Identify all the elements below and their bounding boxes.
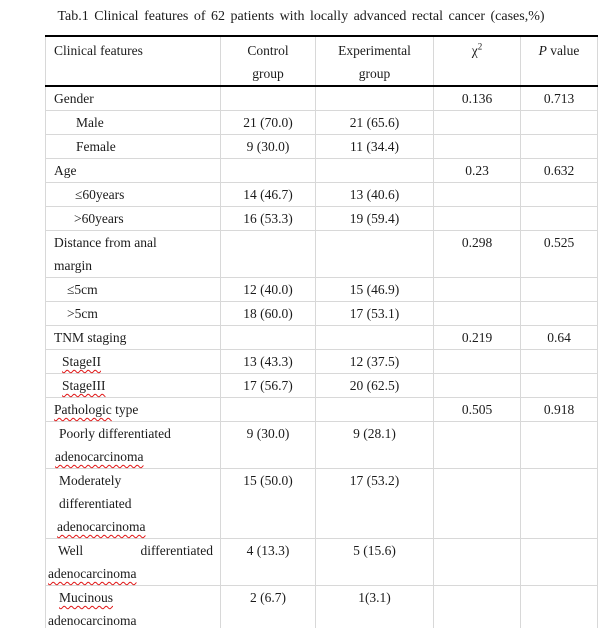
header-experimental-line2: group <box>358 66 391 81</box>
cell-control-group: 13 (43.3) <box>221 350 316 374</box>
row-label-text: Poorly differentiated <box>59 426 171 441</box>
table-row <box>46 374 598 398</box>
row-label-text: TNM staging <box>54 330 127 345</box>
cell-control-group: 14 (46.7) <box>221 183 316 207</box>
cell-chi-square <box>434 422 521 469</box>
cell-chi-square <box>434 135 521 159</box>
cell-chi-square <box>434 111 521 135</box>
table-row <box>46 231 598 278</box>
cell-chi-square <box>434 469 521 539</box>
table-row <box>46 422 598 469</box>
cell-control-group: 16 (53.3) <box>221 207 316 231</box>
row-label <box>46 539 221 586</box>
header-row <box>46 36 598 86</box>
row-label <box>46 350 221 374</box>
cell-experimental-group: 1(3.1) <box>316 586 434 628</box>
cell-experimental-group: 11 (34.4) <box>316 135 434 159</box>
cell-chi-square <box>434 539 521 586</box>
cell-p-value <box>521 586 598 628</box>
cell-experimental-group: 13 (40.6) <box>316 183 434 207</box>
cell-experimental-group: 19 (59.4) <box>316 207 434 231</box>
table-row <box>46 586 598 628</box>
cell-p-value <box>521 111 598 135</box>
row-label <box>46 135 221 159</box>
cell-control-group <box>221 86 316 111</box>
row-label-text: differentiated <box>59 496 132 511</box>
table-row <box>46 398 598 422</box>
cell-chi-square <box>434 350 521 374</box>
cell-experimental-group <box>316 231 434 278</box>
cell-p-value: 0.632 <box>521 159 598 183</box>
p-value-label: P value <box>538 43 580 58</box>
row-label <box>46 159 221 183</box>
cell-control-group: 15 (50.0) <box>221 469 316 539</box>
cell-control-group: 2 (6.7) <box>221 586 316 628</box>
cell-chi-square <box>434 302 521 326</box>
table-row <box>46 111 598 135</box>
cell-p-value: 0.918 <box>521 398 598 422</box>
cell-p-value <box>521 374 598 398</box>
cell-control-group: 4 (13.3) <box>221 539 316 586</box>
row-label <box>46 86 221 111</box>
row-label <box>46 278 221 302</box>
cell-p-value <box>521 183 598 207</box>
cell-p-value: 0.713 <box>521 86 598 111</box>
cell-p-value <box>521 302 598 326</box>
table-row <box>46 350 598 374</box>
cell-experimental-group <box>316 398 434 422</box>
row-label <box>46 398 221 422</box>
header-experimental-group <box>316 36 434 86</box>
cell-experimental-group: 15 (46.9) <box>316 278 434 302</box>
table-row <box>46 469 598 539</box>
cell-p-value <box>521 207 598 231</box>
cell-p-value <box>521 539 598 586</box>
header-chi-square <box>434 36 521 86</box>
row-label-text: StageIII <box>62 378 106 393</box>
cell-control-group <box>221 398 316 422</box>
cell-control-group: 9 (30.0) <box>221 422 316 469</box>
row-label-text: Gender <box>54 91 94 106</box>
row-label <box>46 302 221 326</box>
row-label-text: adenocarcinoma <box>57 519 146 534</box>
row-label <box>46 326 221 350</box>
row-label-text: Distance from anal <box>54 235 157 250</box>
cell-experimental-group <box>316 159 434 183</box>
row-label <box>46 469 221 539</box>
table-caption: Tab.1 Clinical features of 62 patients with locally advanced rectal cancer (cases,%) <box>57 9 545 24</box>
row-label-text: margin <box>54 258 92 273</box>
cell-chi-square: 0.505 <box>434 398 521 422</box>
row-label <box>46 207 221 231</box>
cell-p-value <box>521 422 598 469</box>
row-label-text: StageII <box>62 354 101 369</box>
cell-control-group: 21 (70.0) <box>221 111 316 135</box>
row-label-text: Moderately <box>59 473 122 488</box>
row-label-text: ≤60years <box>75 187 125 202</box>
header-p-value <box>521 36 598 86</box>
cell-p-value <box>521 350 598 374</box>
cell-experimental-group: 21 (65.6) <box>316 111 434 135</box>
row-label-text: Male <box>76 115 104 130</box>
cell-chi-square <box>434 586 521 628</box>
cell-experimental-group: 17 (53.1) <box>316 302 434 326</box>
cell-p-value <box>521 469 598 539</box>
row-label-text: ≤5cm <box>67 282 98 297</box>
table-row <box>46 183 598 207</box>
table-row <box>46 326 598 350</box>
cell-experimental-group: 20 (62.5) <box>316 374 434 398</box>
table-row <box>46 302 598 326</box>
row-label-text: Well <box>58 543 84 558</box>
row-label <box>46 183 221 207</box>
table-row <box>46 135 598 159</box>
header-control-line2: group <box>252 66 284 81</box>
cell-control-group: 18 (60.0) <box>221 302 316 326</box>
cell-p-value <box>521 135 598 159</box>
row-label-text: adenocarcinoma <box>55 449 144 464</box>
cell-chi-square <box>434 278 521 302</box>
cell-control-group <box>221 231 316 278</box>
cell-experimental-group <box>316 326 434 350</box>
cell-chi-square <box>434 207 521 231</box>
row-label <box>46 111 221 135</box>
table-body <box>46 86 598 628</box>
table-row <box>46 539 598 586</box>
cell-chi-square: 0.219 <box>434 326 521 350</box>
row-label <box>46 422 221 469</box>
table-row <box>46 86 598 111</box>
cell-experimental-group: 17 (53.2) <box>316 469 434 539</box>
cell-chi-square <box>434 374 521 398</box>
cell-chi-square: 0.298 <box>434 231 521 278</box>
header-clinical-features <box>46 36 221 86</box>
row-label-text: >5cm <box>67 306 98 321</box>
cell-p-value: 0.525 <box>521 231 598 278</box>
header-clinical-features-label: Clinical features <box>54 43 143 58</box>
row-label-text: adenocarcinoma <box>48 613 137 628</box>
cell-control-group: 17 (56.7) <box>221 374 316 398</box>
row-label-text: >60years <box>74 211 124 226</box>
cell-experimental-group: 12 (37.5) <box>316 350 434 374</box>
cell-p-value <box>521 278 598 302</box>
cell-chi-square: 0.136 <box>434 86 521 111</box>
cell-experimental-group: 5 (15.6) <box>316 539 434 586</box>
table-row <box>46 159 598 183</box>
cell-chi-square: 0.23 <box>434 159 521 183</box>
header-experimental-line1: Experimental <box>338 43 411 58</box>
row-label <box>46 586 221 628</box>
cell-experimental-group <box>316 86 434 111</box>
cell-control-group <box>221 326 316 350</box>
row-label-text: Pathologic <box>54 402 112 417</box>
clinical-features-table <box>45 35 598 628</box>
row-label-text: Female <box>76 139 116 154</box>
cell-control-group: 12 (40.0) <box>221 278 316 302</box>
row-label <box>46 374 221 398</box>
header-control-line1: Control <box>247 43 289 58</box>
cell-control-group <box>221 159 316 183</box>
table-row <box>46 278 598 302</box>
cell-control-group: 9 (30.0) <box>221 135 316 159</box>
row-label-text: adenocarcinoma <box>48 566 137 581</box>
row-label-text: Mucinous <box>59 590 113 605</box>
table-row <box>46 207 598 231</box>
cell-chi-square <box>434 183 521 207</box>
row-label-text: Age <box>54 163 77 178</box>
cell-p-value: 0.64 <box>521 326 598 350</box>
chi-square-symbol: $\chi^2$ <box>471 41 483 58</box>
header-control-group <box>221 36 316 86</box>
row-label <box>46 231 221 278</box>
row-label-text: differentiated <box>140 543 213 558</box>
row-label-text: type <box>111 402 139 417</box>
cell-experimental-group: 9 (28.1) <box>316 422 434 469</box>
